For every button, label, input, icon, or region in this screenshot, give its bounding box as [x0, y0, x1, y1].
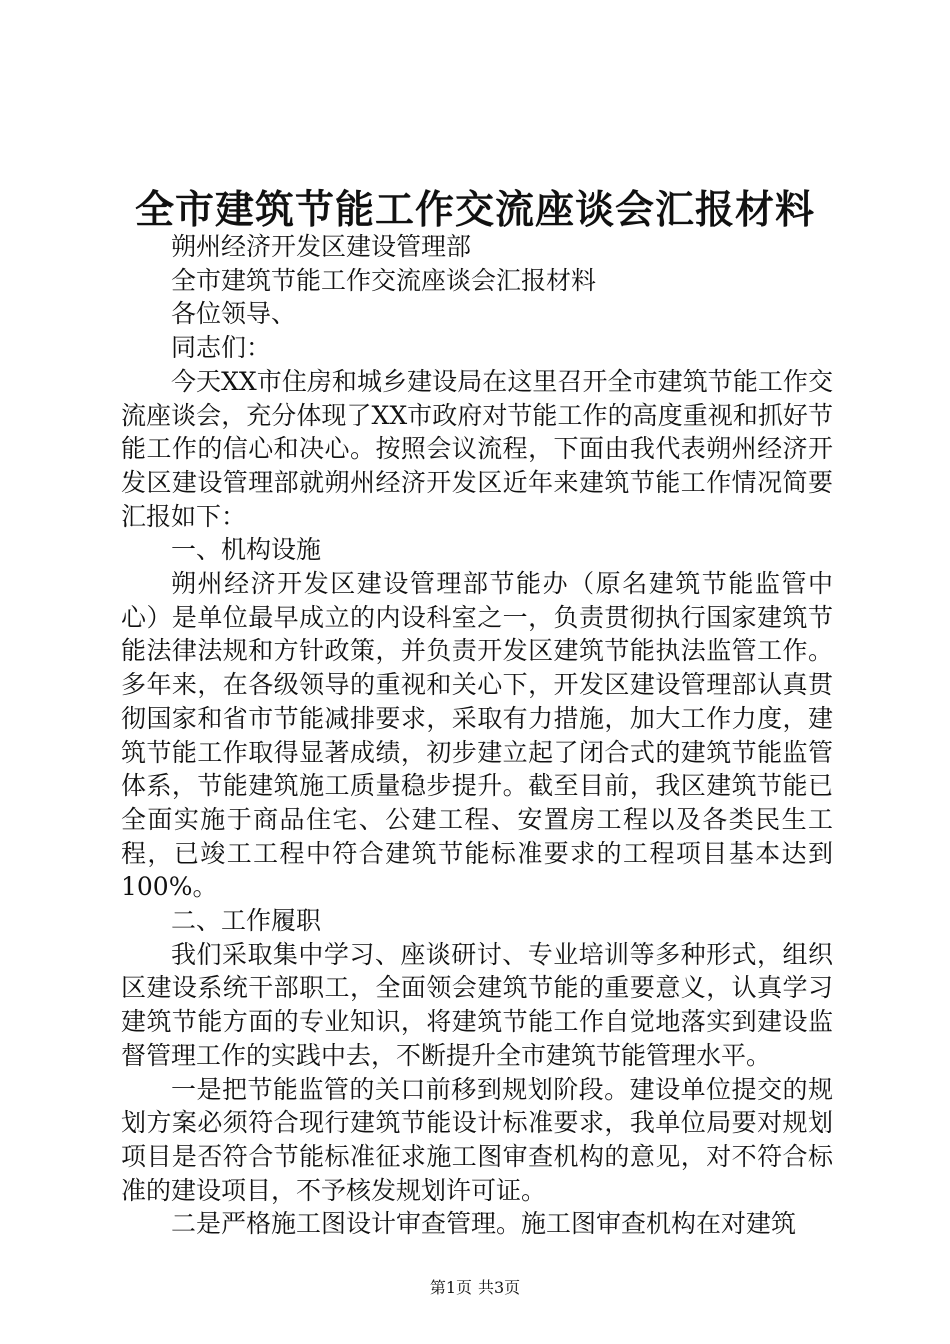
paragraph-section-2: 我们采取集中学习、座谈研讨、专业培训等多种形式，组织区建设系统干部职工，全面领会建筑节能的重要意义，认真学习建筑节能方面的专业知识，将建筑节能工作自觉地落实到建设监督管理工作的实践中去，不断提升全市建筑节能管理水平。 — [121, 939, 833, 1070]
paragraph-intro: 今天XX市住房和城乡建设局在这里召开全市建筑节能工作交流座谈会，充分体现了XX市政府对节能工作的高度重视和抓好节能工作的信心和决心。按照会议流程，下面由我代表朔州经济开发区建设管理部就朔州经济开发区近年来建筑节能工作情况简要汇报如下： — [121, 366, 833, 531]
page-total: 共3页 — [478, 1278, 521, 1297]
paragraph-point-1: 一是把节能监管的关口前移到规划阶段。建设单位提交的规划方案必须符合现行建筑节能设计标准要求，我单位局要对规划项目是否符合节能标准征求施工图审查机构的意见，对不符合标准的建设项目，不予核发规划许可证。 — [121, 1074, 833, 1205]
page-number: 第1页 — [429, 1278, 472, 1297]
document-title: 全市建筑节能工作交流座谈会汇报材料 — [134, 187, 815, 233]
section-heading-1: 一、机构设施 — [171, 535, 322, 565]
paragraph-salutation-comrades: 同志们： — [171, 333, 272, 363]
paragraph-point-2: 二是严格施工图设计审查管理。施工图审查机构在对建筑 — [171, 1209, 797, 1239]
document-body — [121, 230, 833, 1241]
paragraph-issuer: 朔州经济开发区建设管理部 — [171, 232, 472, 261]
page-footer — [0, 1277, 950, 1299]
paragraph-section-1: 朔州经济开发区建设管理部节能办（原名建筑节能监管中心）是单位最早成立的内设科室之一，负责贯彻执行国家建筑节能法律法规和方针政策，并负责开发区建筑节能执法监管工作。多年来，在各级领导的重视和关心下，开发区建设管理部认真贯彻国家和省市节能减排要求，采取有力措施，加大工作力度，建筑节能工作取得显著成绩，初步建立起了闭合式的建筑节能监管体系，节能建筑施工质量稳步提升。截至目前，我区建筑节能已全面实施于商品住宅、公建工程、安置房工程以及各类民生工程，已竣工工程中符合建筑节能标准要求的工程项目基本达到100%。 — [121, 569, 833, 902]
section-heading-2: 二、工作履职 — [171, 906, 322, 936]
paragraph-subtitle: 全市建筑节能工作交流座谈会汇报材料 — [171, 265, 597, 295]
paragraph-salutation-leaders: 各位领导、 — [171, 299, 297, 329]
